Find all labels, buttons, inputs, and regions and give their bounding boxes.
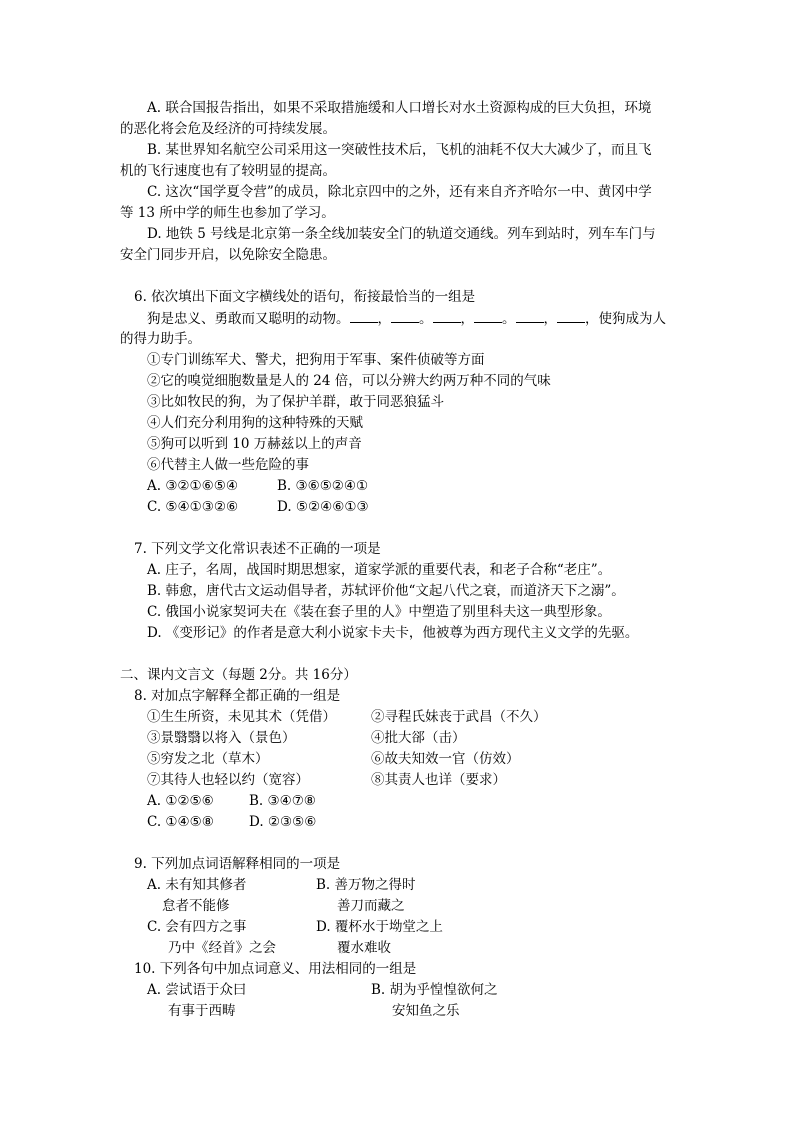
q7-option-d: D. 《变形记》的作者是意大利小说家卡夫卡，他被尊为西方现代主义文学的先驱。 (147, 625, 639, 641)
q6-blank-4 (474, 309, 502, 323)
q5-option-b-line1: B. 某世界知名航空公司采用这一突破性技术后，飞机的油耗不仅大大减少了，而且飞 (147, 142, 652, 158)
q5-option-d-line1: D. 地铁 5 号线是北京第一条全线加装安全门的轨道交通线。列车到站时，列车车门与 (147, 226, 656, 242)
q9-option-b-line2: 善刀而藏之 (337, 898, 405, 914)
q9-option-a-line2: 怠者不能修 (162, 898, 230, 914)
q5-option-b-line2: 机的飞行速度也有了较明显的提高。 (120, 163, 336, 179)
q9-option-d-line2: 覆水难收 (337, 940, 391, 956)
q6-item-5: ⑤狗可以听到 10 万赫兹以上的声音 (147, 436, 362, 452)
q8-option-a: A. ①②⑤⑥ (147, 793, 214, 809)
q6-item-4: ④人们充分利用狗的这种特殊的天赋 (147, 415, 363, 431)
q5-option-c-line1: C. 这次“国学夏令营”的成员，除北京四中的之外，还有来自齐齐哈尔一中、黄冈中学 (147, 184, 652, 200)
q8-item-8: ⑧其责人也详（要求） (371, 772, 506, 788)
q6-item-6: ⑥代替主人做一些危险的事 (147, 457, 309, 473)
q10-option-a-line2: 有事于西畴 (168, 1003, 236, 1019)
q5-option-a-line2: 的恶化将会危及经济的可持续发展。 (120, 121, 336, 137)
q7-option-a: A. 庄子，名周，战国时期思想家，道家学派的重要代表，和老子合称“老庄”。 (147, 562, 612, 578)
q8-item-1: ①生生所资，未见其术（凭借） (147, 709, 336, 725)
q6-passage-line2: 的得力助手。 (120, 331, 201, 347)
q8-item-5: ⑤穷发之北（草木） (147, 751, 269, 767)
q6-blank-5 (516, 309, 544, 323)
q9-option-d-line1: D. 覆杯水于坳堂之上 (316, 919, 443, 935)
q6-item-3: ③比如牧民的狗，为了保护羊群，敢于同恶狼猛斗 (147, 394, 444, 410)
q5-option-c-line2: 等 13 所中学的师生也参加了学习。 (120, 205, 335, 221)
q6-passage-line1: 狗是忠义、勇敢而又聪明的动物。 ， 。 ， 。 ， ，使狗成为人 (147, 311, 666, 327)
q9-option-c-line1: C. 会有四方之事 (147, 919, 247, 935)
q8-item-6: ⑥故夫知效一官（仿效） (371, 751, 520, 767)
q6-stem: 6. 依次填出下面文字横线处的语句，衔接最恰当的一组是 (134, 289, 476, 305)
q9-stem: 9. 下列加点词语解释相同的一项是 (134, 856, 341, 872)
q9-option-b-line1: B. 善万物之得时 (316, 877, 416, 893)
q6-option-c: C. ⑤④①③②⑥ (147, 499, 239, 515)
q8-option-d: D. ②③⑤⑥ (249, 814, 317, 830)
q6-item-2: ②它的嗅觉细胞数量是人的 24 倍，可以分辨大约两万种不同的气味 (147, 373, 551, 389)
q6-blank-3 (433, 309, 461, 323)
q8-option-c: C. ①④⑤⑧ (147, 814, 214, 830)
q6-passage-start: 狗是忠义、勇敢而又聪明的动物。 (147, 311, 350, 327)
section-2-heading: 二、课内文言文（每题 2分。共 16分） (120, 667, 357, 683)
q6-item-1: ①专门训练军犬、警犬，把狗用于军事、案件侦破等方面 (147, 352, 485, 368)
q7-option-c: C. 俄国小说家契诃夫在《装在套子里的人》中塑造了别里科夫这一典型形象。 (147, 604, 611, 620)
q6-blank-6 (557, 309, 585, 323)
q6-option-a: A. ③②①⑥⑤④ (147, 478, 238, 494)
q6-blank-2 (391, 309, 419, 323)
q6-blank-1 (350, 309, 378, 323)
q8-option-b: B. ③④⑦⑧ (249, 793, 316, 809)
q8-item-3: ③景翳翳以将入（景色） (147, 730, 296, 746)
q9-option-c-line2: 乃中《经首》之会 (168, 940, 276, 956)
q5-option-d-line2: 安全门同步开启，以免除安全隐患。 (120, 247, 336, 263)
q9-option-a-line1: A. 未有知其修者 (147, 877, 247, 893)
q5-option-a-line1: A. 联合国报告指出，如果不采取措施缓和人口增长对水土资源构成的巨大负担，环境 (147, 100, 652, 116)
q10-stem: 10. 下列各句中加点词意义、用法相同的一组是 (134, 961, 417, 977)
q8-item-2: ②寻程氏妹丧于武昌（不久） (371, 709, 547, 725)
q7-option-b: B. 韩愈，唐代古文运动倡导者，苏轼评价他“文起八代之衰，而道济天下之溺”。 (147, 583, 625, 599)
q6-option-b: B. ③⑥⑤②④① (277, 478, 369, 494)
q7-stem: 7. 下列文学文化常识表述不正确的一项是 (134, 541, 381, 557)
q10-option-b-line1: B. 胡为乎惶惶欲何之 (371, 982, 498, 998)
q8-item-7: ⑦其待人也轻以约（宽容） (147, 772, 309, 788)
q6-passage-end: ，使狗成为人 (585, 311, 666, 327)
q6-option-d: D. ⑤②④⑥①③ (277, 499, 369, 515)
q8-item-4: ④批大郤（击） (371, 730, 466, 746)
q8-stem: 8. 对加点字解释全都正确的一组是 (134, 688, 341, 704)
q10-option-a-line1: A. 尝试语于众曰 (147, 982, 247, 998)
q10-option-b-line2: 安知鱼之乐 (392, 1003, 460, 1019)
